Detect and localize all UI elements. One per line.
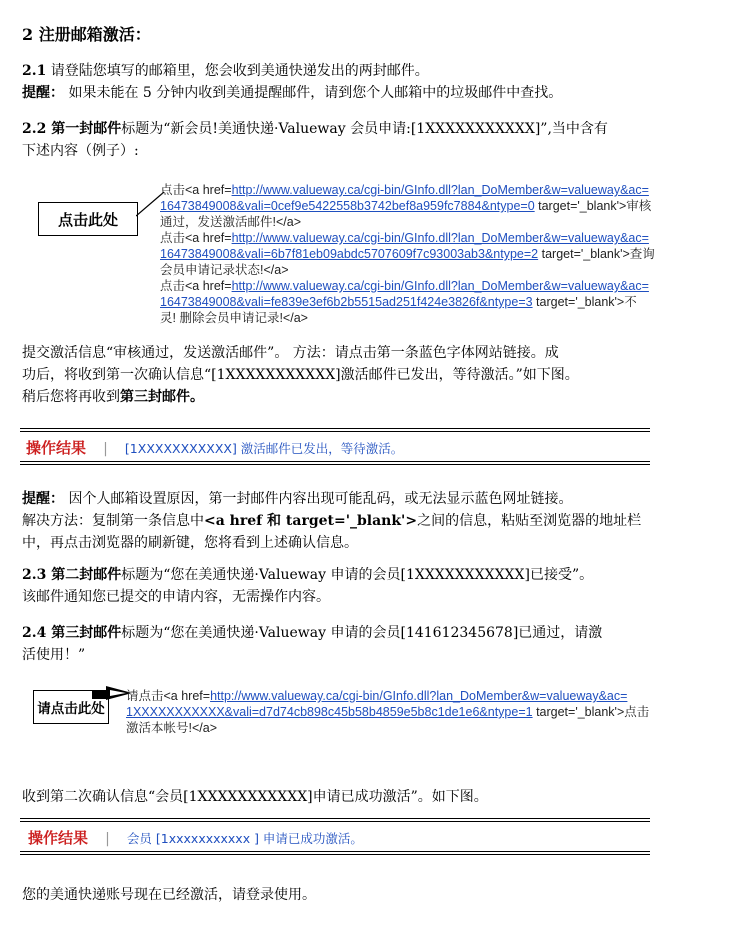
example-text: 点击<a href= <box>160 183 232 197</box>
after-text-pre: 稍后您将再收到 <box>22 389 120 405</box>
after-text-line2: 功后，将收到第一次确认信息“[1XXXXXXXXXXX]激活邮件已发出，等待激活。”如下图。 <box>22 367 579 383</box>
section-2-3-line2: 该邮件通知您已提交的申请内容，无需操作内容。 <box>22 589 330 605</box>
activation-link[interactable]: http://www.valueway.ca/cgi-bin/GInfo.dll?lan_DoMember&w=valueway&ac= <box>210 689 628 703</box>
email-example-line <box>160 278 655 294</box>
activation-link[interactable]: 16473849008&vali=fe839e3ef6b2b5515ad251f424e3826f&ntype=3 <box>160 295 533 309</box>
section-number: 2.4 <box>22 625 47 641</box>
tip-text: 因个人邮箱设置原因，第一封邮件内容出现可能乱码，或无法显示蓝色网址链接。 <box>64 491 573 507</box>
activation-link[interactable]: 1XXXXXXXXXXX&vali=d7d74cb898c45b58b4859e5b8c1de1e6&ntype=1 <box>126 705 533 719</box>
final-text: 您的美通快递账号现在已经激活，请登录使用。 <box>22 887 316 903</box>
tip-text-pre: 解决方法：复制第一条信息中 <box>22 513 204 529</box>
email-example-line <box>160 214 655 230</box>
example-text: target='_blank'>点击 <box>532 705 650 719</box>
result-separator: | <box>105 831 110 847</box>
email-example-line <box>160 310 655 326</box>
section-heading: 2 注册邮箱激活： <box>22 25 151 44</box>
result-message: 会员 [1xxxxxxxxxxx ] 申请已成功激活。 <box>126 831 363 846</box>
callout-please-click-here: 请点击此处 <box>33 690 109 724</box>
example-text: 灵! 删除会员申请记录!</a> <box>160 311 308 325</box>
tip-2-line1 <box>22 488 572 510</box>
section-number: 2.3 <box>22 567 47 583</box>
section-text: 标题为“您在美通快递·Valueway 申请的会员[1XXXXXXXXXXX]已接受”。 <box>121 567 594 583</box>
result-top-rule-2 <box>20 821 650 822</box>
activation-link[interactable]: http://www.valueway.ca/cgi-bin/GInfo.dll?lan_DoMember&w=valueway&ac= <box>231 183 649 197</box>
tip-code: <a href 和 target='_blank'> <box>204 513 418 529</box>
result-bottom-rule <box>20 851 650 852</box>
email-example-line <box>160 198 655 214</box>
tip-2-line2 <box>22 510 641 532</box>
after-text-2: 收到第二次确认信息“会员[1XXXXXXXXXXX]申请已成功激活”。如下图。 <box>22 789 488 805</box>
activation-link[interactable]: http://www.valueway.ca/cgi-bin/GInfo.dll?lan_DoMember&w=valueway&ac= <box>231 279 649 293</box>
result-top-rule <box>20 818 650 819</box>
section-number: 2.2 <box>22 121 47 137</box>
activation-link[interactable]: http://www.valueway.ca/cgi-bin/GInfo.dll?lan_DoMember&w=valueway&ac= <box>231 231 649 245</box>
result-bottom-rule-2 <box>20 464 650 465</box>
result-bottom-rule-2 <box>20 854 650 855</box>
email-example-line <box>126 688 649 704</box>
email-example-line <box>160 246 655 262</box>
result-box-1 <box>26 437 403 458</box>
email-example-line <box>126 704 649 720</box>
email-example-line <box>160 262 655 278</box>
example-text: 点击<a href= <box>160 279 232 293</box>
example-text: target='_blank'>审核 <box>534 199 652 213</box>
email-example-line <box>160 230 655 246</box>
section-2-2-line2: 下述内容（例子）: <box>22 143 139 159</box>
section-number: 2.1 <box>22 63 47 79</box>
tip-text: 如果未能在 5 分钟内收到美通提醒邮件，请到您个人邮箱中的垃圾邮件中查找。 <box>64 85 563 101</box>
result-message: [1XXXXXXXXXXX] 激活邮件已发出，等待激活。 <box>124 441 404 456</box>
section-2-3-line1 <box>22 564 593 586</box>
result-bottom-rule <box>20 461 650 462</box>
result-box-2 <box>28 827 363 848</box>
section-2-4-line2: 活使用！” <box>22 647 86 663</box>
result-separator: | <box>103 441 108 457</box>
email-name: 第二封邮件 <box>46 567 122 583</box>
example-text: 点击<a href= <box>160 231 232 245</box>
result-top-rule <box>20 428 650 429</box>
tip-label: 提醒： <box>22 85 64 101</box>
activation-link[interactable]: 16473849008&vali=0cef9e5422558b3742bef8a959fc7884&ntype=0 <box>160 199 535 213</box>
section-text: 标题为“您在美通快递·Valueway 申请的会员[141612345678]已通过，请激 <box>121 625 603 641</box>
example-text: target='_blank'>查询 <box>538 247 655 261</box>
after-text-line3 <box>22 386 204 408</box>
email-example-line <box>160 294 655 310</box>
email-example-line <box>126 720 649 736</box>
email-name: 第三封邮件 <box>46 625 122 641</box>
example-text: 通过，发送激活邮件!</a> <box>160 215 301 229</box>
result-label: 操作结果 <box>28 829 89 847</box>
section-2-1 <box>22 60 429 82</box>
tip-text-post: 之间的信息，粘贴至浏览器的地址栏 <box>417 513 642 529</box>
callout-click-here: 点击此处 <box>38 202 138 236</box>
example-text: 激活本帐号!</a> <box>126 721 217 735</box>
example-text: target='_blank'>不 <box>532 295 637 309</box>
section-text: 标题为“新会员!美通快递·Valueway 会员申请:[1XXXXXXXXXXX]”,当中含有 <box>121 121 608 137</box>
result-top-rule-2 <box>20 431 650 432</box>
tip-2-line3: 中，再点击浏览器的刷新键，您将看到上述确认信息。 <box>22 535 358 551</box>
email-name: 第一封邮件 <box>46 121 122 137</box>
example-text: 会员申请记录状态!</a> <box>160 263 289 277</box>
tip-label: 提醒： <box>22 491 64 507</box>
after-text-line1: 提交激活信息“审核通过，发送激活邮件”。 方法：请点击第一条蓝色字体网站链接。成 <box>22 345 559 361</box>
activation-link[interactable]: 16473849008&vali=6b7f81eb09abdc5707609f7c93003ab3&ntype=2 <box>160 247 539 261</box>
example-text: 请点击<a href= <box>126 689 211 703</box>
email-example-1 <box>160 182 655 326</box>
section-text: 请登陆您填写的邮箱里，您会收到美通快递发出的两封邮件。 <box>46 63 429 79</box>
email-example-2 <box>126 688 649 736</box>
result-label: 操作结果 <box>26 439 87 457</box>
section-2-4-line1 <box>22 622 602 644</box>
tip-1 <box>22 82 562 104</box>
section-2-2-line1 <box>22 118 608 140</box>
after-text-bold: 第三封邮件。 <box>120 389 204 405</box>
email-example-line <box>160 182 655 198</box>
